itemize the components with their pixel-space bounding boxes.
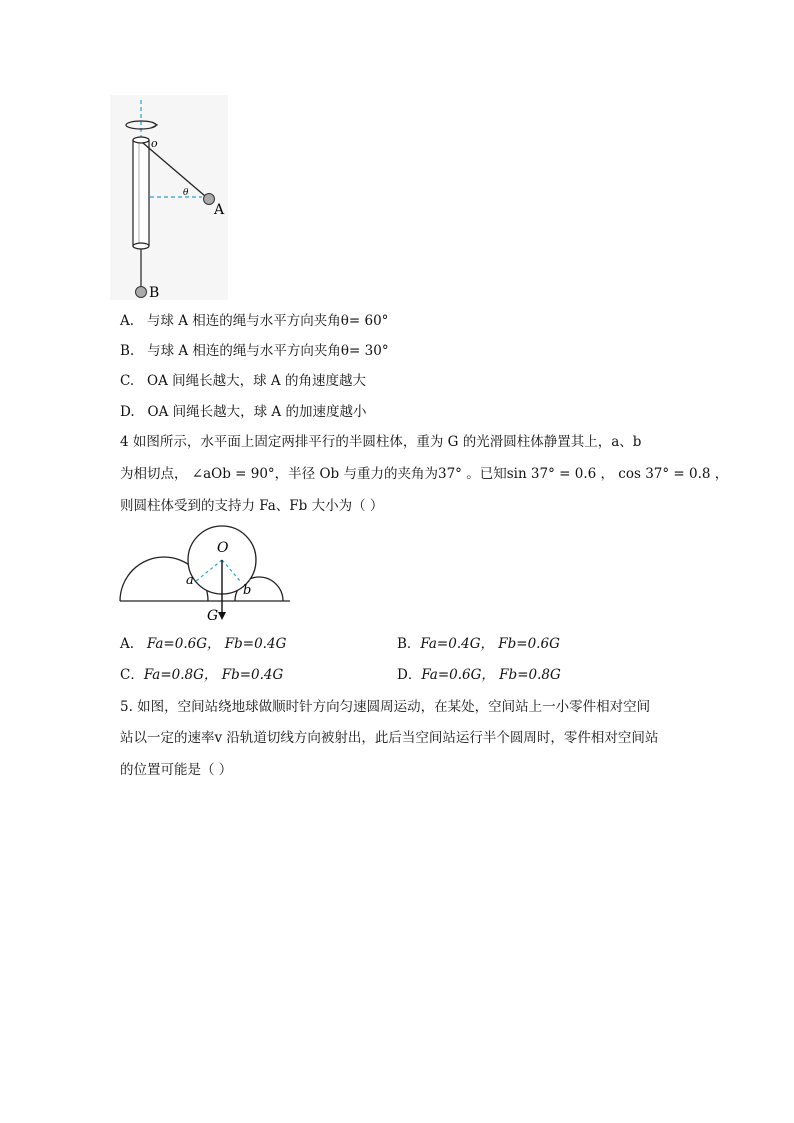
- tube: [133, 140, 149, 246]
- q4-line-2: 为相切点， ∠aOb = 90°，半径 Ob 与重力的夹角为37° 。已知sin 37° = 0.6 ， cos 37° = 0.8 ，: [120, 466, 729, 482]
- q3-option-c: C. OA 间绳长越大，球 A 的角速度越大: [120, 373, 366, 389]
- figure-rotating-tube: [110, 95, 240, 305]
- q4-line-3: 则圆柱体受到的支持力 Fa、Fb 大小为（ ）: [120, 498, 384, 514]
- q5-line-3: 的位置可能是（ ）: [120, 762, 233, 778]
- q4-option-d: D．Fa=0.6G， Fb=0.8G: [397, 667, 561, 683]
- label-g: G: [207, 608, 219, 624]
- figure-cylinder-support: [115, 520, 295, 626]
- q5-line-2: 站以一定的速率v 沿轨道切线方向被射出，此后当空间站运行半个圆周时，零件相对空间站: [120, 730, 659, 746]
- label-a: A: [214, 202, 225, 218]
- gravity-arrowhead-icon: [218, 612, 226, 620]
- label-theta: θ: [183, 188, 189, 198]
- label-b-point: b: [243, 583, 252, 598]
- q3-option-b: B. 与球 A 相连的绳与水平方向夹角θ= 30°: [120, 343, 389, 359]
- q4-line-1: 4 如图所示，水平面上固定两排平行的半圆柱体，重为 G 的光滑圆柱体静置其上，a、b: [120, 434, 642, 450]
- label-big-o: O: [217, 540, 229, 556]
- label-o: o: [151, 137, 158, 150]
- label-a-point: a: [186, 573, 194, 588]
- q3-option-d: D. OA 间绳长越大，球 A 的加速度越小: [120, 404, 367, 420]
- q4-option-b: B．Fa=0.4G， Fb=0.6G: [397, 636, 560, 652]
- q3-option-a: A. 与球 A 相连的绳与水平方向夹角θ= 60°: [120, 313, 389, 329]
- q5-line-1: 5. 如图，空间站绕地球做顺时针方向匀速圆周运动，在某处，空间站上一小零件相对空间: [120, 699, 651, 715]
- ball-a: [204, 194, 215, 205]
- q4-option-c: C．Fa=0.8G， Fb=0.4G: [120, 667, 284, 683]
- ball-b: [136, 287, 147, 298]
- q4-option-a: A. Fa=0.6G， Fb=0.4G: [120, 636, 287, 652]
- label-b: B: [149, 285, 160, 301]
